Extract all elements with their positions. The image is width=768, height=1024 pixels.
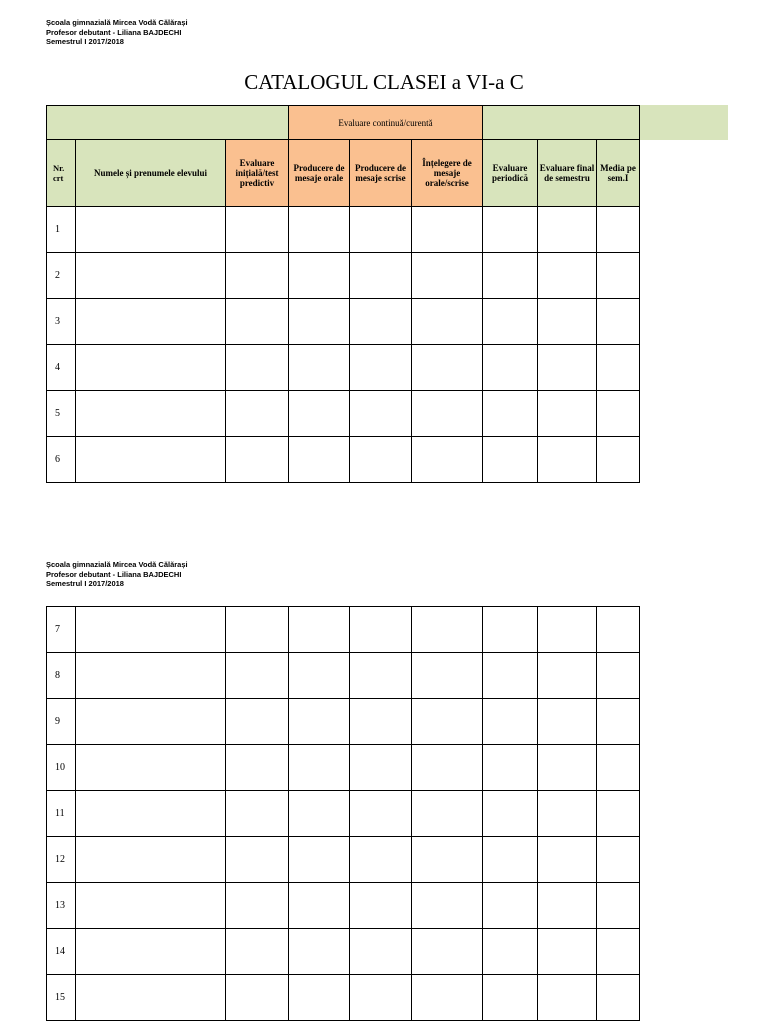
grade-cell[interactable] <box>289 391 350 437</box>
grade-cell[interactable] <box>226 607 289 653</box>
table-row <box>47 929 640 975</box>
table-row <box>47 975 640 1021</box>
grade-cell[interactable] <box>538 653 597 699</box>
semester: Semestrul I 2017/2018 <box>46 37 124 46</box>
grade-cell[interactable] <box>289 299 350 345</box>
grade-cell[interactable] <box>350 791 412 837</box>
grade-cell[interactable] <box>350 207 412 253</box>
grade-cell[interactable] <box>412 207 483 253</box>
grade-cell[interactable] <box>483 299 538 345</box>
grade-cell[interactable] <box>226 345 289 391</box>
grade-cell[interactable] <box>76 437 226 483</box>
catalog-table-1 <box>46 105 640 483</box>
group-header-row <box>47 106 640 140</box>
grade-cell[interactable] <box>226 791 289 837</box>
grade-cell[interactable] <box>289 345 350 391</box>
grade-cell[interactable] <box>483 699 538 745</box>
grade-cell[interactable] <box>538 207 597 253</box>
grade-cell[interactable] <box>538 699 597 745</box>
school-name: Școala gimnazială Mircea Vodă Călărași <box>46 560 188 569</box>
grade-cell[interactable] <box>76 653 226 699</box>
col-average: Media pe sem.I <box>597 140 640 207</box>
grade-cell[interactable] <box>226 975 289 1021</box>
grade-cell[interactable] <box>76 745 226 791</box>
grade-cell[interactable] <box>350 299 412 345</box>
grade-cell[interactable] <box>412 253 483 299</box>
table-row <box>47 391 640 437</box>
row-number: 1 <box>47 207 76 253</box>
grade-cell[interactable] <box>483 607 538 653</box>
grade-cell[interactable] <box>350 699 412 745</box>
grade-cell[interactable] <box>597 791 640 837</box>
grade-cell[interactable] <box>350 745 412 791</box>
teacher-name: Profesor debutant - Liliana BAJDECHI <box>46 569 182 579</box>
grade-cell[interactable] <box>538 391 597 437</box>
grade-cell[interactable] <box>289 975 350 1021</box>
grade-cell[interactable] <box>412 975 483 1021</box>
grade-cell[interactable] <box>412 837 483 883</box>
col-oral-messages: Producere de mesaje orale <box>289 140 350 207</box>
grade-cell[interactable] <box>538 437 597 483</box>
catalog-table-2 <box>46 606 640 1021</box>
grade-cell[interactable] <box>226 207 289 253</box>
row-number: 3 <box>47 299 76 345</box>
grade-cell[interactable] <box>483 837 538 883</box>
table-row <box>47 207 640 253</box>
grade-cell[interactable] <box>412 929 483 975</box>
grade-cell[interactable] <box>412 791 483 837</box>
grade-cell[interactable] <box>597 607 640 653</box>
group-header-continuous: Evaluare continuă/curentă <box>289 106 483 140</box>
table-row <box>47 345 640 391</box>
grade-cell[interactable] <box>538 883 597 929</box>
grade-cell[interactable] <box>289 699 350 745</box>
grade-cell[interactable] <box>597 653 640 699</box>
page-title: CATALOGUL CLASEI a VI-a C <box>244 70 524 94</box>
grade-cell[interactable] <box>226 699 289 745</box>
grade-cell[interactable] <box>289 207 350 253</box>
row-number: 10 <box>47 745 76 791</box>
grade-cell[interactable] <box>597 299 640 345</box>
grade-cell[interactable] <box>538 299 597 345</box>
grade-cell[interactable] <box>350 391 412 437</box>
grade-cell[interactable] <box>597 837 640 883</box>
row-number: 5 <box>47 391 76 437</box>
table-row <box>47 299 640 345</box>
grade-cell[interactable] <box>412 391 483 437</box>
grade-cell[interactable] <box>226 253 289 299</box>
grade-cell[interactable] <box>289 791 350 837</box>
grade-cell[interactable] <box>226 883 289 929</box>
col-written-messages: Producere de mesaje scrise <box>350 140 412 207</box>
row-number: 14 <box>47 929 76 975</box>
grade-cell[interactable] <box>483 791 538 837</box>
row-number: 2 <box>47 253 76 299</box>
grade-cell[interactable] <box>597 699 640 745</box>
rows-page2 <box>47 607 640 1021</box>
grade-cell[interactable] <box>76 699 226 745</box>
grade-cell[interactable] <box>483 253 538 299</box>
grade-cell[interactable] <box>350 653 412 699</box>
grade-cell[interactable] <box>412 437 483 483</box>
row-number: 11 <box>47 791 76 837</box>
row-number: 12 <box>47 837 76 883</box>
grade-cell[interactable] <box>76 791 226 837</box>
rows-page1 <box>47 207 640 483</box>
grade-cell[interactable] <box>538 837 597 883</box>
table-row <box>47 791 640 837</box>
grade-cell[interactable] <box>226 653 289 699</box>
col-initial-eval: Evaluare inițială/test predictiv <box>226 140 289 207</box>
grade-cell[interactable] <box>538 975 597 1021</box>
row-number: 8 <box>47 653 76 699</box>
grade-cell[interactable] <box>350 883 412 929</box>
table-row <box>47 607 640 653</box>
grade-cell[interactable] <box>412 745 483 791</box>
grade-cell[interactable] <box>289 437 350 483</box>
grade-cell[interactable] <box>226 437 289 483</box>
grade-cell[interactable] <box>350 607 412 653</box>
table-row <box>47 437 640 483</box>
grade-cell[interactable] <box>483 437 538 483</box>
column-header-row <box>47 140 640 207</box>
grade-cell[interactable] <box>76 607 226 653</box>
grade-cell[interactable] <box>350 975 412 1021</box>
table-row <box>47 837 640 883</box>
grade-cell[interactable] <box>226 929 289 975</box>
grade-cell[interactable] <box>538 607 597 653</box>
col-periodic-eval: Evaluare periodică <box>483 140 538 207</box>
row-number: 15 <box>47 975 76 1021</box>
grade-cell[interactable] <box>412 653 483 699</box>
grade-cell[interactable] <box>76 207 226 253</box>
grade-cell[interactable] <box>226 391 289 437</box>
col-understanding: Înțelegere de mesaje orale/scrise <box>412 140 483 207</box>
grade-cell[interactable] <box>350 345 412 391</box>
grade-cell[interactable] <box>76 929 226 975</box>
grade-cell[interactable] <box>350 437 412 483</box>
grade-cell[interactable] <box>412 699 483 745</box>
row-number: 4 <box>47 345 76 391</box>
grade-cell[interactable] <box>538 253 597 299</box>
grade-cell[interactable] <box>289 607 350 653</box>
grade-cell[interactable] <box>483 207 538 253</box>
grade-cell[interactable] <box>226 299 289 345</box>
grade-cell[interactable] <box>76 391 226 437</box>
school-header-repeat <box>46 560 188 589</box>
grade-cell[interactable] <box>597 345 640 391</box>
grade-cell[interactable] <box>483 345 538 391</box>
grade-cell[interactable] <box>538 745 597 791</box>
grade-cell[interactable] <box>76 837 226 883</box>
teacher-name: Profesor debutant - Liliana BAJDECHI <box>46 27 182 37</box>
grade-cell[interactable] <box>289 745 350 791</box>
grade-cell[interactable] <box>597 929 640 975</box>
grade-cell[interactable] <box>597 253 640 299</box>
header-green-extension <box>639 105 728 140</box>
col-final-eval: Evaluare final de semestru <box>538 140 597 207</box>
table-row <box>47 253 640 299</box>
grade-cell[interactable] <box>76 345 226 391</box>
semester: Semestrul I 2017/2018 <box>46 579 124 588</box>
row-number: 6 <box>47 437 76 483</box>
grade-cell[interactable] <box>597 391 640 437</box>
grade-cell[interactable] <box>76 299 226 345</box>
school-name: Școala gimnazială Mircea Vodă Călărași <box>46 18 188 27</box>
row-number: 9 <box>47 699 76 745</box>
grade-cell[interactable] <box>597 437 640 483</box>
grade-cell[interactable] <box>538 345 597 391</box>
table-row <box>47 653 640 699</box>
table-row <box>47 745 640 791</box>
row-number: 13 <box>47 883 76 929</box>
grade-cell[interactable] <box>76 883 226 929</box>
grade-cell[interactable] <box>76 975 226 1021</box>
grade-cell[interactable] <box>289 929 350 975</box>
grade-cell[interactable] <box>412 607 483 653</box>
grade-cell[interactable] <box>289 883 350 929</box>
grade-cell[interactable] <box>350 253 412 299</box>
group-header-blank <box>47 106 289 140</box>
grade-cell[interactable] <box>350 837 412 883</box>
table-row <box>47 699 640 745</box>
col-nr: Nr. crt <box>47 140 76 207</box>
grade-cell[interactable] <box>412 345 483 391</box>
col-name: Numele și prenumele elevului <box>76 140 226 207</box>
grade-cell[interactable] <box>289 253 350 299</box>
grade-cell[interactable] <box>289 837 350 883</box>
grade-cell[interactable] <box>483 653 538 699</box>
school-header <box>46 18 188 47</box>
grade-cell[interactable] <box>289 653 350 699</box>
grade-cell[interactable] <box>226 837 289 883</box>
grade-cell[interactable] <box>597 975 640 1021</box>
grade-cell[interactable] <box>597 745 640 791</box>
group-header-blank-right <box>483 106 640 140</box>
grade-cell[interactable] <box>76 253 226 299</box>
grade-cell[interactable] <box>483 929 538 975</box>
grade-cell[interactable] <box>350 929 412 975</box>
grade-cell[interactable] <box>483 883 538 929</box>
grade-cell[interactable] <box>597 883 640 929</box>
grade-cell[interactable] <box>597 207 640 253</box>
table-row <box>47 883 640 929</box>
grade-cell[interactable] <box>483 391 538 437</box>
grade-cell[interactable] <box>538 791 597 837</box>
grade-cell[interactable] <box>412 883 483 929</box>
grade-cell[interactable] <box>538 929 597 975</box>
grade-cell[interactable] <box>483 975 538 1021</box>
row-number: 7 <box>47 607 76 653</box>
grade-cell[interactable] <box>483 745 538 791</box>
grade-cell[interactable] <box>226 745 289 791</box>
grade-cell[interactable] <box>412 299 483 345</box>
